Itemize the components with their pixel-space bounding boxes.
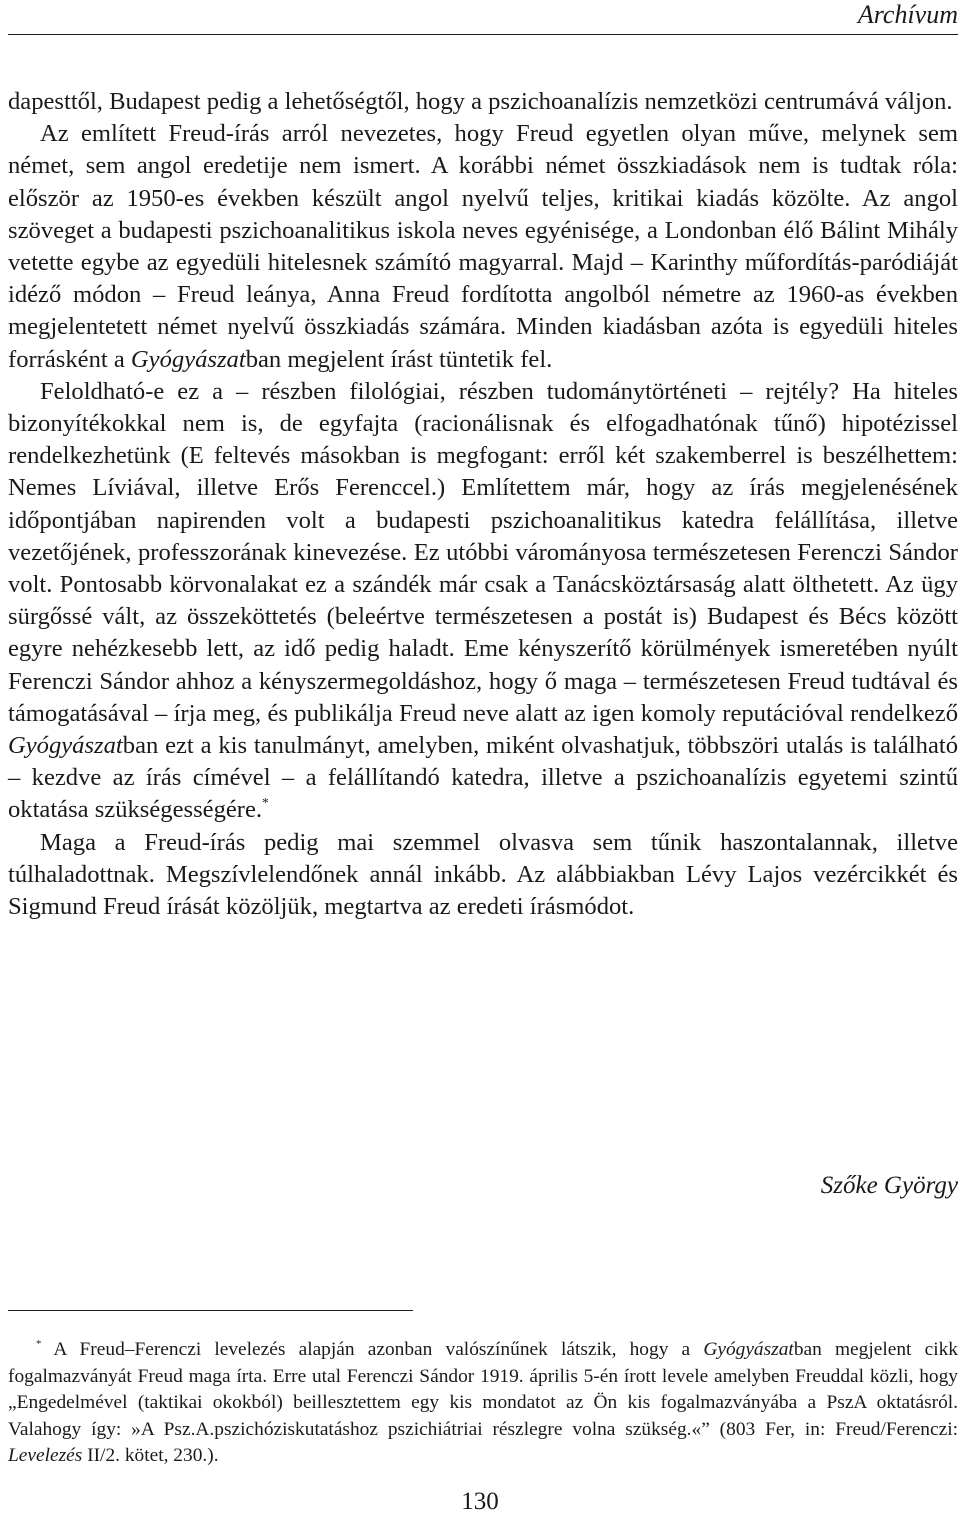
footnote-rule [8,1310,413,1311]
footnote [8,1337,958,1470]
paragraph-2-end: ban megjelent írást tüntetik fel. [245,345,553,373]
footnote-reference[interactable]: * [262,795,269,811]
footnote-italic-journal: Gyógyászat [703,1339,794,1360]
body-text [8,86,958,923]
paragraph-2-text: Az említett Freud-írás arról nevezetes, hogy Freud egyetlen olyan műve, melynek sem német, sem angol eredetije nem ismert. A korábbi német összkiadások nem is tudtak róla: először az 1950-es években készült angol nyelvű teljes, kritikai kiadás közölte. Az angol szöveget a budapesti pszichoanalitikus iskola neves egyénisége, a Londonban élő Bálint Mihály vetette egybe az egyedüli hitelesnek számító magyarral. Majd – Karinthy műfordítás-paródiáját idéző módon – Freud leánya, Anna Freud fordította angolból németre az 1960-as években megjelentetett német nyelvű összkiadás számára. Minden kiadásban azóta is egyedüli hiteles forrásként a [8,120,958,373]
paragraph-3-text-a: Feloldható-e ez a – részben filológiai, részben tudománytörténeti – rejtély? Ha hiteles bizonyítékokkal nem is, de egyfajta (racionálisnak és elfogadhatónak tűnő) hipotézissel rendelkezhetünk (E feltevés másokban is megfogant: erről két szakemberrel is beszélhettem: Nemes Líviával, illetve Erős Ferenccel.) Említettem már, hogy az írás megjelenésének időpontjában napirenden volt a budapesti pszichoanalitikus katedra felállítása, illetve vezetőjének, professzorának kinevezése. Ez utóbbi várományosa természetesen Ferenczi Sándor volt. Pontosabb körvonalakat ez a szándék már csak a Tanácsköztársaság alatt ölthetett. Az ügy sürgőssé vált, az összeköttetés (beleértve természetesen a postát is) Budapest és Bécs között egyre nehézkesebb lett, az idő pedig haladt. Eme kényszerítő körülmények ismeretében nyúlt Ferenczi Sándor ahhoz a kényszermegoldáshoz, hogy ő maga – természetesen Freud tudtával és támogatásával – írja meg, és publikálja Freud neve alatt az igen komoly reputációval rendelkező [8,377,958,727]
page-number: 130 [461,1488,499,1515]
footnote-text [8,1337,958,1470]
footnote-text-c: II/2. kötet, 230.). [82,1445,219,1466]
author-signature: Szőke György [820,1172,958,1199]
paragraph-1: dapesttől, Budapest pedig a lehetőségtől, hogy a pszichoanalízis nemzetközi centrumává váljon. [8,88,953,115]
paragraph-3 [8,376,958,827]
journal-title-italic: Gyógyászat [8,732,123,760]
paragraph-3-text-b: ban ezt a kis tanulmányt, amelyben, miként olvashatjuk, többszöri utalás is található – kezdve az írás címével – a felállítandó katedra, illetve a pszichoanalízis egyetemi szintű oktatása szükségességére. [8,732,958,824]
footnote-text-a: A Freud–Ferenczi levelezés alapján azonban valószínűnek látszik, hogy a [41,1339,704,1360]
header-rule [8,34,958,35]
footnote-italic-title: Levelezés [8,1445,83,1466]
running-head: Archívum [857,0,958,29]
journal-title-italic: Gyógyászat [130,345,246,373]
paragraph-4: Maga a Freud-írás pedig mai szemmel olvasva sem tűnik haszontalannak, illetve túlhaladottnak. Megszívlelendőnek annál inkább. Az alábbiakban Lévy Lajos vezércikkét és Sigmund Freud írását közöljük, megtartva az eredeti írásmódot. [8,828,958,921]
footnote-mark: * [36,1338,42,1350]
footnote-text-b: ban megjelent cikk fogalmazványát Freud maga írta. Erre utal Ferenczi Sándor 1919. április 5-én írott levele amelyben Freuddal közli, hogy „Engedelmével (taktikai okokból) beillesztettem egy kis mondatot az Ön kis fogalmazványába a PszA oktatásról. Valahogy így: »A Psz.A.pszichóziskutatáshoz pszichiátriai részlegre volna szükség.«” (803 Fer, in: Freud/Ferenczi: [8,1339,958,1440]
paragraph-2 [8,118,958,376]
